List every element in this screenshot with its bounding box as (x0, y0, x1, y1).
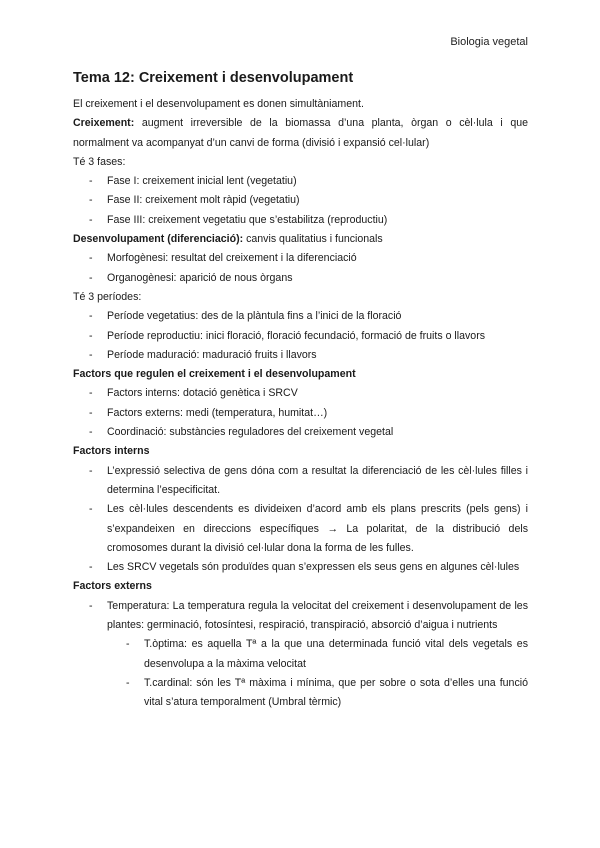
list-item: - Les cèl·lules descendents es divideixen d’acord amb els plans prescrits (pels gens) i s’expandeixen en direccions específiques → La polaritat, de la distribució dels cromosomes durant la divisió cel·lular dona la forma de les fulles. (89, 503, 528, 554)
list-item: - Fase III: creixement vegetatiu que s’estabilitza (reproductiu) (89, 213, 388, 226)
list-item: - Morfogènesi: resultat del creixement i la diferenciació (89, 252, 357, 265)
desenvolupament-list (73, 249, 528, 288)
temperature-sublist (107, 635, 528, 712)
list-item: - Organogènesi: aparició de nous òrgans (89, 271, 293, 284)
page-title: Tema 12: Creixement i desenvolupament (73, 70, 354, 86)
list-item: - Període reproductiu: inici floració, floració fecundació, formació de fruits o llavors (89, 329, 486, 342)
section-heading-interns: Factors interns (73, 445, 150, 458)
list-item: - Factors externs: medi (temperatura, humitat…) (89, 406, 328, 419)
phases-intro: Té 3 fases: (73, 155, 126, 168)
desenvolupament-definition (73, 230, 528, 249)
list-item: - Coordinació: substàncies reguladores del creixement vegetal (89, 426, 394, 439)
phases-list (73, 172, 528, 230)
list-item: - Factors interns: dotació genètica i SRCV (89, 387, 298, 400)
externs-list (73, 597, 528, 713)
running-header: Biologia vegetal (450, 36, 528, 48)
list-item: - Temperatura: La temperatura regula la velocitat del creixement i desenvolupament de les plantes: germinació, fotosíntesi, respiració, transpiració, absorció d’aigua i nutrients - T.òptima: es aquella Tª a la que una determinada funció vital dels vegetals es desenvolupa a la màxima velocitat - T.cardinal: són les Tª màxima i mínima, que per sobre o sota d’elles una funció vital s’atura temporalment (Umbral tèrmic) (73, 597, 528, 713)
document-body (73, 95, 528, 713)
section-heading-factors: Factors que regulen el creixement i el desenvolupament (73, 368, 356, 381)
list-item: - Les SRCV vegetals són produïdes quan s’expressen els seus gens en algunes cèl·lules (89, 561, 520, 574)
creixement-term: Creixement: (73, 117, 135, 130)
section-heading-externs: Factors externs (73, 580, 152, 593)
desenvolupament-definition-text: canvis qualitatius i funcionals (243, 233, 383, 246)
intro-paragraph: El creixement i el desenvolupament es donen simultàniament. (73, 98, 364, 110)
list-item: - Fase II: creixement molt ràpid (vegetatiu) (89, 194, 300, 207)
sub-list-item: - T.cardinal: són les Tª màxima i mínima, que per sobre o sota d’elles una funció vital s’atura temporalment (Umbral tèrmic) (126, 676, 528, 709)
periods-list (73, 307, 528, 365)
creixement-definition (73, 114, 528, 153)
list-item: - L’expressió selectiva de gens dóna com a resultat la diferenciació de les cèl·lules filles i determina l’especificitat. (89, 464, 528, 496)
factors-list (73, 384, 528, 442)
interns-list (73, 462, 528, 578)
desenvolupament-term: Desenvolupament (diferenciació): (73, 233, 244, 246)
list-item: - Fase I: creixement inicial lent (vegetatiu) (89, 175, 297, 188)
list-item: - Període vegetatius: des de la plàntula fins a l’inici de la floració (89, 310, 402, 323)
creixement-definition-text: augment irreversible de la biomassa d’una planta, òrgan o cèl·lula i que normalment va acompanyat d’un canvi de forma (divisió i expansió cel·lular) (73, 117, 528, 149)
periods-intro: Té 3 períodes: (73, 290, 142, 303)
sub-list-item: - T.òptima: es aquella Tª a la que una determinada funció vital dels vegetals es desenvolupa a la màxima velocitat (126, 638, 528, 670)
list-item: - Període maduració: maduració fruits i llavors (89, 348, 317, 361)
